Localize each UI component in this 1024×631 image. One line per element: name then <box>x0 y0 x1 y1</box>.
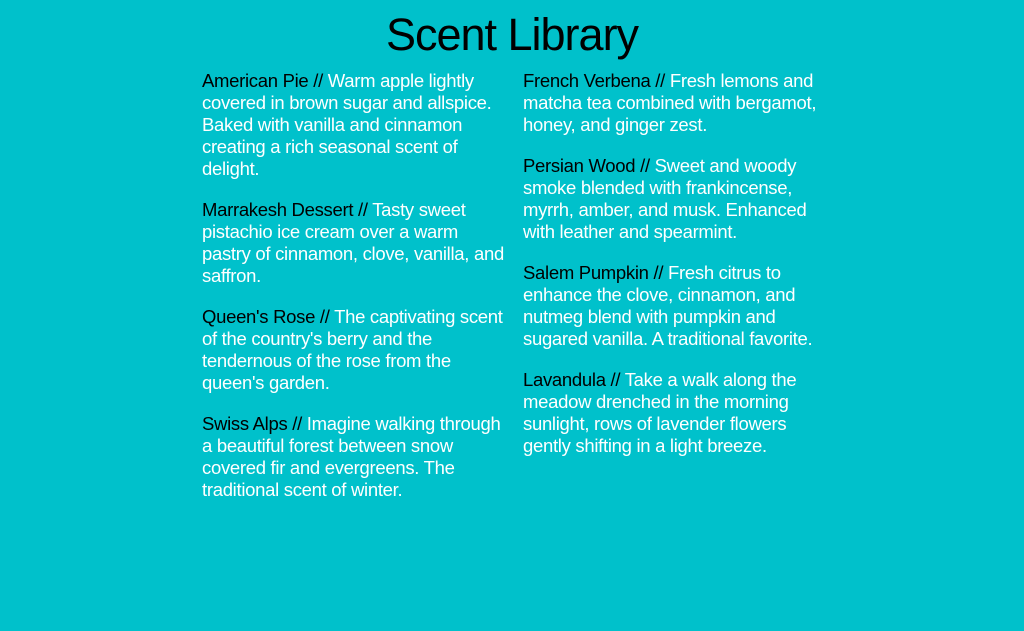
scent-entry-persian-wood <box>523 155 844 243</box>
scent-entry-french-verbena <box>523 70 844 136</box>
scent-name: French Verbena <box>523 70 651 91</box>
scent-separator: // <box>308 70 328 91</box>
scent-separator: // <box>353 199 373 220</box>
scent-separator: // <box>315 306 335 327</box>
page-title: Scent Library <box>385 9 639 60</box>
scent-description: Sweet and woody smoke blended with frankincense, myrrh, amber, and musk. Enhanced with leather and spearmint. <box>523 155 807 242</box>
scent-separator: // <box>635 155 655 176</box>
scent-entry-queens-rose <box>202 306 523 394</box>
scent-columns <box>202 70 862 520</box>
scent-description: Warm apple lightly covered in brown sugar and allspice. Baked with vanilla and cinnamon creating a rich seasonal scent of delight. <box>202 70 492 179</box>
scent-entry-marrakesh-dessert <box>202 199 523 287</box>
scent-separator: // <box>605 369 625 390</box>
scent-column-left <box>202 70 523 520</box>
scent-name: Queen's Rose <box>202 306 316 327</box>
scent-separator: // <box>287 413 307 434</box>
scent-description: Fresh citrus to enhance the clove, cinnamon, and nutmeg blend with pumpkin and sugared vanilla. A traditional favorite. <box>523 262 813 349</box>
scent-name: American Pie <box>202 70 309 91</box>
scent-name: Lavandula <box>523 369 606 390</box>
scent-separator: // <box>648 262 669 283</box>
scent-entry-salem-pumpkin <box>523 262 844 350</box>
scent-name: Salem Pumpkin <box>523 262 649 283</box>
scent-description: Imagine walking through a beautiful forest between snow covered fir and evergreens. The traditional scent of winter. <box>202 413 501 500</box>
scent-entry-swiss-alps <box>202 413 523 501</box>
scent-name: Marrakesh Dessert <box>202 199 354 220</box>
scent-separator: // <box>650 70 670 91</box>
scent-entry-american-pie <box>202 70 523 180</box>
scent-description: Tasty sweet pistachio ice cream over a warm pastry of cinnamon, clove, vanilla, and saffron. <box>202 199 504 286</box>
scent-name: Persian Wood <box>523 155 636 176</box>
scent-name: Swiss Alps <box>202 413 288 434</box>
scent-description: The captivating scent of the country's berry and the tendernous of the rose from the queen's garden. <box>202 306 503 393</box>
scent-description: Take a walk along the meadow drenched in the morning sunlight, rows of lavender flowers gently shifting in a light breeze. <box>523 369 797 456</box>
scent-description: Fresh lemons and matcha tea combined with bergamot, honey, and ginger zest. <box>523 70 817 135</box>
scent-column-right <box>523 70 844 520</box>
scent-entry-lavandula <box>523 369 844 457</box>
